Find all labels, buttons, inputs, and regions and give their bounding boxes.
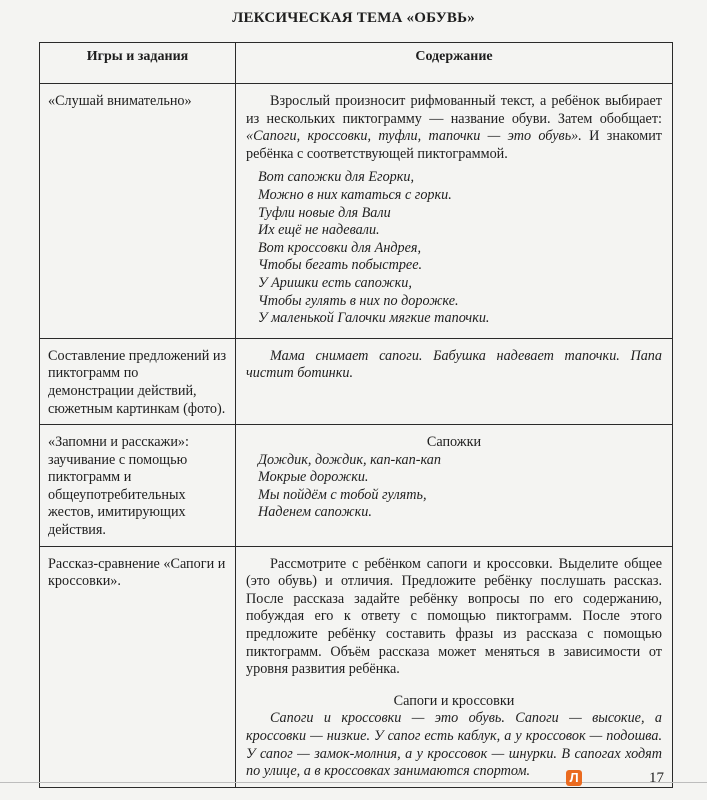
table-header-row (40, 43, 673, 84)
content-cell (236, 546, 673, 787)
story-title: Сапоги и кроссовки (393, 692, 515, 709)
poem-line: Чтобы гулять в них по дорожке. (258, 292, 459, 309)
content-table (39, 42, 673, 788)
game-name: Составление предложений из пиктограмм по демонстрации действий, сюжетным картинкам (фото). (48, 347, 227, 417)
instruction-text: Взрослый произносит рифмованный текст, а ребёнок выбирает из нескольких пиктограмму — название обуви. Затем обобщает: «Сапоги, кроссовки, туфли, тапочки — это обувь». И знакомит ребёнка с соответствующей пиктограммой. (246, 93, 663, 162)
poem-line: Туфли новые для Вали (258, 204, 391, 221)
poem-line: Вот сапожки для Егорки, (258, 169, 415, 186)
instruction-text: Рассмотрите с ребёнком сапоги и кроссовки. Выделите общее (это обувь) и отличия. Предложите ребёнку послушать рассказ. После рассказа задайте ребёнку вопросы по его содержанию, побуждая его к ответу с помощью пиктограмм. После этого предложите ребёнку составить фразы из рассказа с помощью пиктограмм. Объём рассказа может меняться в зависимости от уровня развития ребёнка. (246, 555, 662, 678)
content-cell (236, 425, 673, 547)
column-header-content: Содержание (236, 43, 673, 84)
poem (258, 169, 662, 327)
poem (258, 452, 662, 522)
table-row (40, 425, 673, 547)
content-cell (236, 338, 673, 424)
table-row (40, 338, 673, 424)
table-row (40, 546, 673, 787)
poem-line: Мы пойдём с тобой гулять, (258, 486, 427, 503)
game-name: Рассказ-сравнение «Сапоги и кроссовки». (48, 555, 226, 590)
poem-line: Вот кроссовки для Андрея, (258, 239, 422, 256)
content-cell (236, 84, 673, 339)
poem-line: Их ещё не надевали. (258, 222, 380, 239)
game-name-cell (40, 425, 236, 547)
page-title: ЛЕКСИЧЕСКАЯ ТЕМА «ОБУВЬ» (232, 10, 475, 26)
game-name-cell (40, 338, 236, 424)
poem-line: Мокрые дорожки. (258, 469, 369, 486)
game-name: «Слушай внимательно» (48, 93, 192, 109)
quote-text: «Сапоги, кроссовки, туфли, тапочки — это обувь». (246, 128, 582, 145)
publisher-logo-icon: Л (566, 770, 582, 786)
page-number: 17 (649, 770, 664, 786)
footer-divider (0, 782, 707, 783)
poem-title: Сапожки (426, 434, 482, 451)
column-header-games: Игры и задания (40, 43, 236, 84)
game-name-cell (40, 84, 236, 339)
poem-line: Дождик, дождик, кап-кап-кап (258, 451, 441, 468)
poem-line: У маленькой Галочки мягкие тапочки. (258, 310, 490, 327)
table-row (40, 84, 673, 339)
game-name: «Запомни и расскажи»: заучивание с помощью пиктограмм и общеупотребительных жестов, имитирующих действия. (48, 434, 189, 539)
poem-line: Можно в них кататься с горки. (258, 186, 452, 203)
poem-line: Наденем сапожки. (258, 504, 372, 521)
story-text: Сапоги и кроссовки — это обувь. Сапоги — высокие, а кроссовки — низкие. У сапог есть каблук, а у кроссовок — подошва. У сапог — замок-молния, а у кроссовок — шнурки. В сапогах ходят по улице, а в кроссовках занимаются спортом. (246, 710, 662, 780)
game-name-cell (40, 546, 236, 787)
poem-line: У Аришки есть сапожки, (258, 274, 412, 291)
poem-line: Чтобы бегать побыстрее. (258, 257, 423, 274)
example-sentences: Мама снимает сапоги. Бабушка надевает тапочки. Папа чистит ботинки. (246, 347, 662, 382)
